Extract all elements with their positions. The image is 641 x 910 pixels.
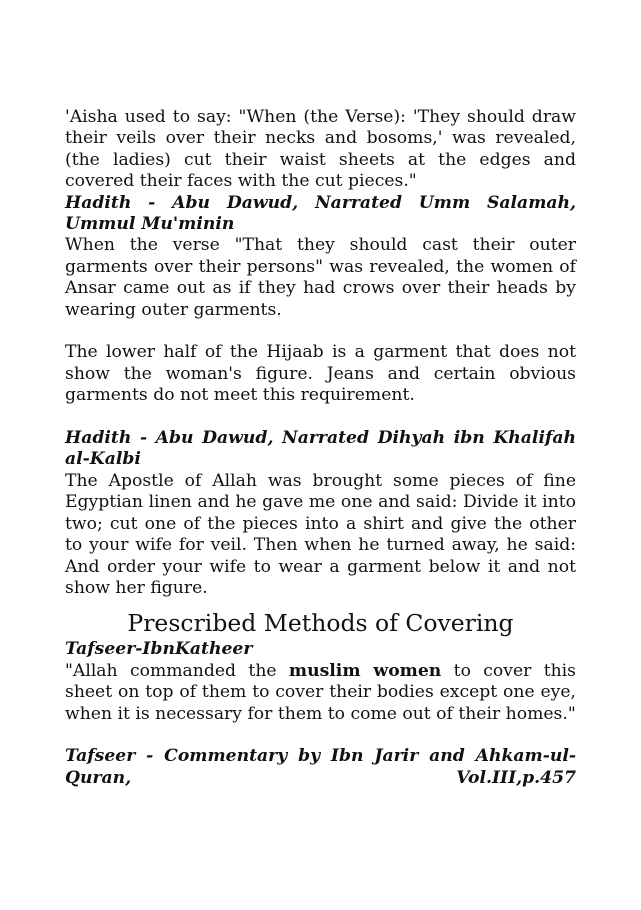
lower-half-paragraph: The lower half of the Hijaab is a garment that does not show the woman's figure. Jeans and certain obvious garments do not meet this requirement. [65, 342, 576, 406]
citation-tafseer-quran: Quran, [65, 767, 132, 788]
page-content [65, 107, 576, 789]
paragraph-gap [65, 321, 576, 342]
paragraph-gap [65, 407, 576, 428]
quote-bold-text: muslim women [288, 660, 442, 681]
citation-dihyah-line1: Hadith - Abu Dawud, Narrated Dihyah ibn [65, 428, 485, 449]
citation-dihyah [65, 428, 576, 471]
citation-dihyah-name: Khalifah [493, 428, 576, 449]
ansar-paragraph: When the verse "That they should cast their outer garments over their persons" was revealed, the women of Ansar came out as if they had crows over their heads by wearing outer garments. [65, 235, 576, 320]
aisha-quote-paragraph: 'Aisha used to say: "When (the Verse): 'They should draw their veils over their necks and bosoms,' was revealed, (the ladies) cut their waist sheets at the edges and covered their faces with the cut pieces." [65, 107, 576, 192]
citation-tafseer-line1: Tafseer - Commentary by Ibn Jarir and Ahkam-ul- [65, 746, 576, 767]
apostle-paragraph: The Apostle of Allah was brought some pieces of fine Egyptian linen and he gave me one and said: Divide it into two; cut one of the pieces into a shirt and give the other to your wife for veil. Then when he turned away, he said: And order your wife to wear a garment below it and not show her figure. [65, 470, 576, 598]
quote-text-start: "Allah commanded the [65, 660, 289, 681]
citation-tafseer-volume: Vol.III,p.457 [456, 767, 576, 788]
citation-tafseer [65, 746, 576, 789]
citation-dihyah-surname: al-Kalbi [65, 449, 141, 470]
section-heading: Prescribed Methods of Covering [127, 609, 514, 638]
allah-commanded-paragraph [65, 661, 576, 725]
paragraph-gap [65, 725, 576, 746]
quote-text-end: to cover this sheet on top of them to cover their bodies except one eye, when it is necessary for them to come out of their homes." [65, 660, 576, 724]
citation-ibn-katheer: Tafseer-IbnKatheer [65, 639, 253, 660]
citation-umm-salamah: Hadith - Abu Dawud, Narrated Umm Salamah, Ummul Mu'minin [65, 192, 576, 235]
